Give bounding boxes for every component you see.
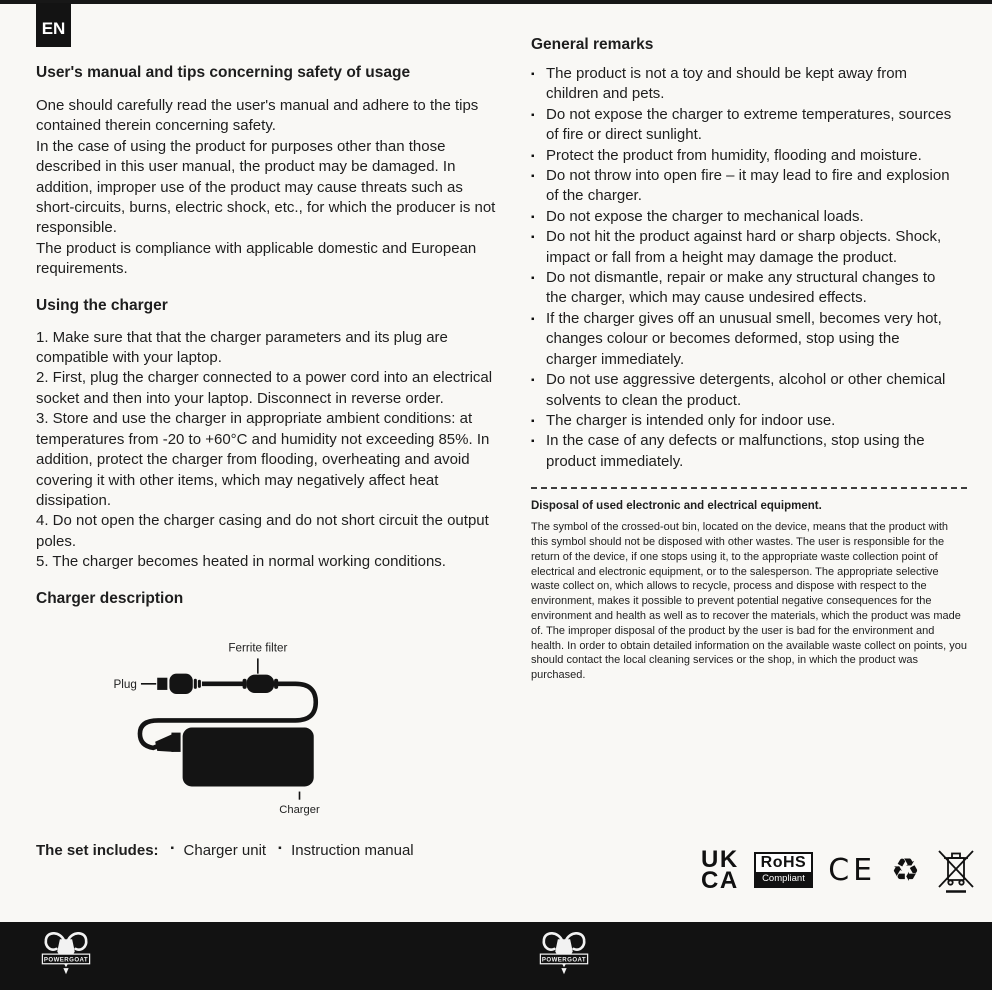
charger-brick [183, 727, 314, 786]
plug-tip [157, 677, 167, 689]
diagram-label-plug: Plug [113, 677, 137, 691]
dashed-separator [531, 487, 967, 489]
diagram-label-ferrite: Ferrite filter [228, 640, 288, 654]
step-item: 4. Do not open the charger casing and do not short circuit the output poles. [36, 512, 489, 550]
step-item: 2. First, plug the charger connected to a power cord into an electrical socket and then into your laptop. Disconnect in reverse order. [36, 369, 493, 407]
remark-item: ▪ Do not dismantle, repair or make any structural changes to the charger, which may cause undesired effects. [531, 268, 953, 309]
disposal-text: The symbol of the crossed-out bin, located on the device, means that the product with this symbol should not be disposed with other wastes. The user is responsible for the return of the device, if one stops using it, to the appropriate waste collection point of electrical and electronic equipment, or to the salesperson. The appropriate selective waste collect on, which allows to recycle, process and dispose with respect to the environment, makes it possible to prevent potential negative consequences for the environment and health as well as to recover the materials, which the product was made of. The improper disposal of the product by the user is bad for the environment and health. In order to obtain detailed information on the available waste collect on points, you should contact the local cleaning services or the shop, in which the product was purchased. [531, 521, 967, 682]
step-item: 1. Make sure that that the charger parameters and its plug are compatible with your laptop. [36, 328, 448, 367]
remark-item: ▪ Do not expose the charger to mechanical loads. [531, 207, 953, 227]
rohs-compliant-label: Compliant [756, 872, 812, 886]
powergoat-logo-text: POWERGOAT [43, 956, 89, 964]
powergoat-logo [38, 928, 94, 982]
rohs-mark-icon [754, 852, 814, 888]
charger-diagram [100, 633, 436, 819]
remark-item: ▪ Do not expose the charger to extreme temperatures, sources of fire or direct sunlight. [531, 105, 953, 146]
set-includes-line [36, 842, 502, 859]
certification-marks [701, 846, 977, 894]
remark-item: ▪ Do not use aggressive detergents, alcohol or other chemical solvents to clean the product. [531, 370, 953, 411]
remark-item: ▪ In the case of any defects or malfunctions, stop using the product immediately. [531, 431, 953, 472]
powergoat-logo [536, 928, 592, 982]
ukca-bottom: CA [701, 867, 739, 894]
ukca-top: UK [701, 845, 739, 873]
remark-item: ▪ If the charger gives off an unusual smell, becomes very hot, changes colour or becomes deformed, stop using the charger immediately. [531, 309, 953, 370]
remark-item: ▪ The product is not a toy and should be kept away from children and pets. [531, 64, 953, 105]
set-includes-label: The set includes: [36, 841, 159, 859]
dc-connector [155, 733, 173, 751]
set-includes-item: ▪ Charger unit [171, 842, 267, 859]
ferrite-filter-shape [247, 674, 274, 692]
disposal-heading: Disposal of used electronic and electrical equipment. [531, 500, 822, 513]
remark-item: ▪ Do not throw into open fire – it may lead to fire and explosion of the charger. [531, 166, 953, 207]
step-item: 5. The charger becomes heated in normal working conditions. [36, 553, 446, 571]
diagram-label-charger: Charger [279, 803, 320, 816]
rohs-label: RoHS [760, 854, 807, 871]
plug-body [169, 673, 192, 693]
page-title: User's manual and tips concerning safety of usage [36, 64, 411, 81]
section-heading-using-charger: Using the charger [36, 296, 168, 314]
weee-crossed-bin-icon [935, 846, 977, 894]
intro-paragraph: One should carefully read the user's manual and adhere to the tips contained therein concerning safety. [36, 97, 479, 135]
recycling-symbol-icon: ♻ [891, 851, 920, 889]
section-heading-charger-description: Charger description [36, 589, 184, 607]
top-edge-strip [0, 0, 992, 4]
remark-item: ▪ Do not hit the product against hard or sharp objects. Shock, impact or fall from a height may damage the product. [531, 227, 953, 268]
section-heading-general-remarks: General remarks [531, 36, 654, 53]
intro-paragraph: The product is compliance with applicable domestic and European requirements. [36, 239, 477, 278]
step-item: 3. Store and use the charger in appropriate ambient conditions: at temperatures from -20 to +60°C and humidity not exceeding 85%. In addition, protect the charger from flooding, overheating and avoid covering it with other items, which may negatively affect heat dissipation. [36, 410, 490, 509]
right-column [531, 36, 973, 683]
remark-item: ▪ The charger is intended only for indoor use. [531, 411, 953, 431]
ce-mark-icon: CE [828, 852, 877, 888]
powergoat-logo-text: POWERGOAT [541, 956, 587, 964]
remark-item: ▪ Protect the product from humidity, flooding and moisture. [531, 146, 953, 166]
ukca-mark-icon [701, 845, 739, 894]
footer-band [0, 922, 992, 990]
language-badge-label: EN [41, 19, 66, 38]
left-column [36, 64, 502, 859]
intro-paragraph: In the case of using the product for purposes other than those described in this user manual, the product may be damaged. In addition, improper use of the product may cause threats such as short-circuits, burns, electric shock, etc., for which the producer is not responsible. [36, 137, 496, 237]
set-includes-item: ▪ Instruction manual [278, 842, 414, 859]
language-badge [36, 3, 71, 47]
general-remarks-list [531, 64, 953, 472]
